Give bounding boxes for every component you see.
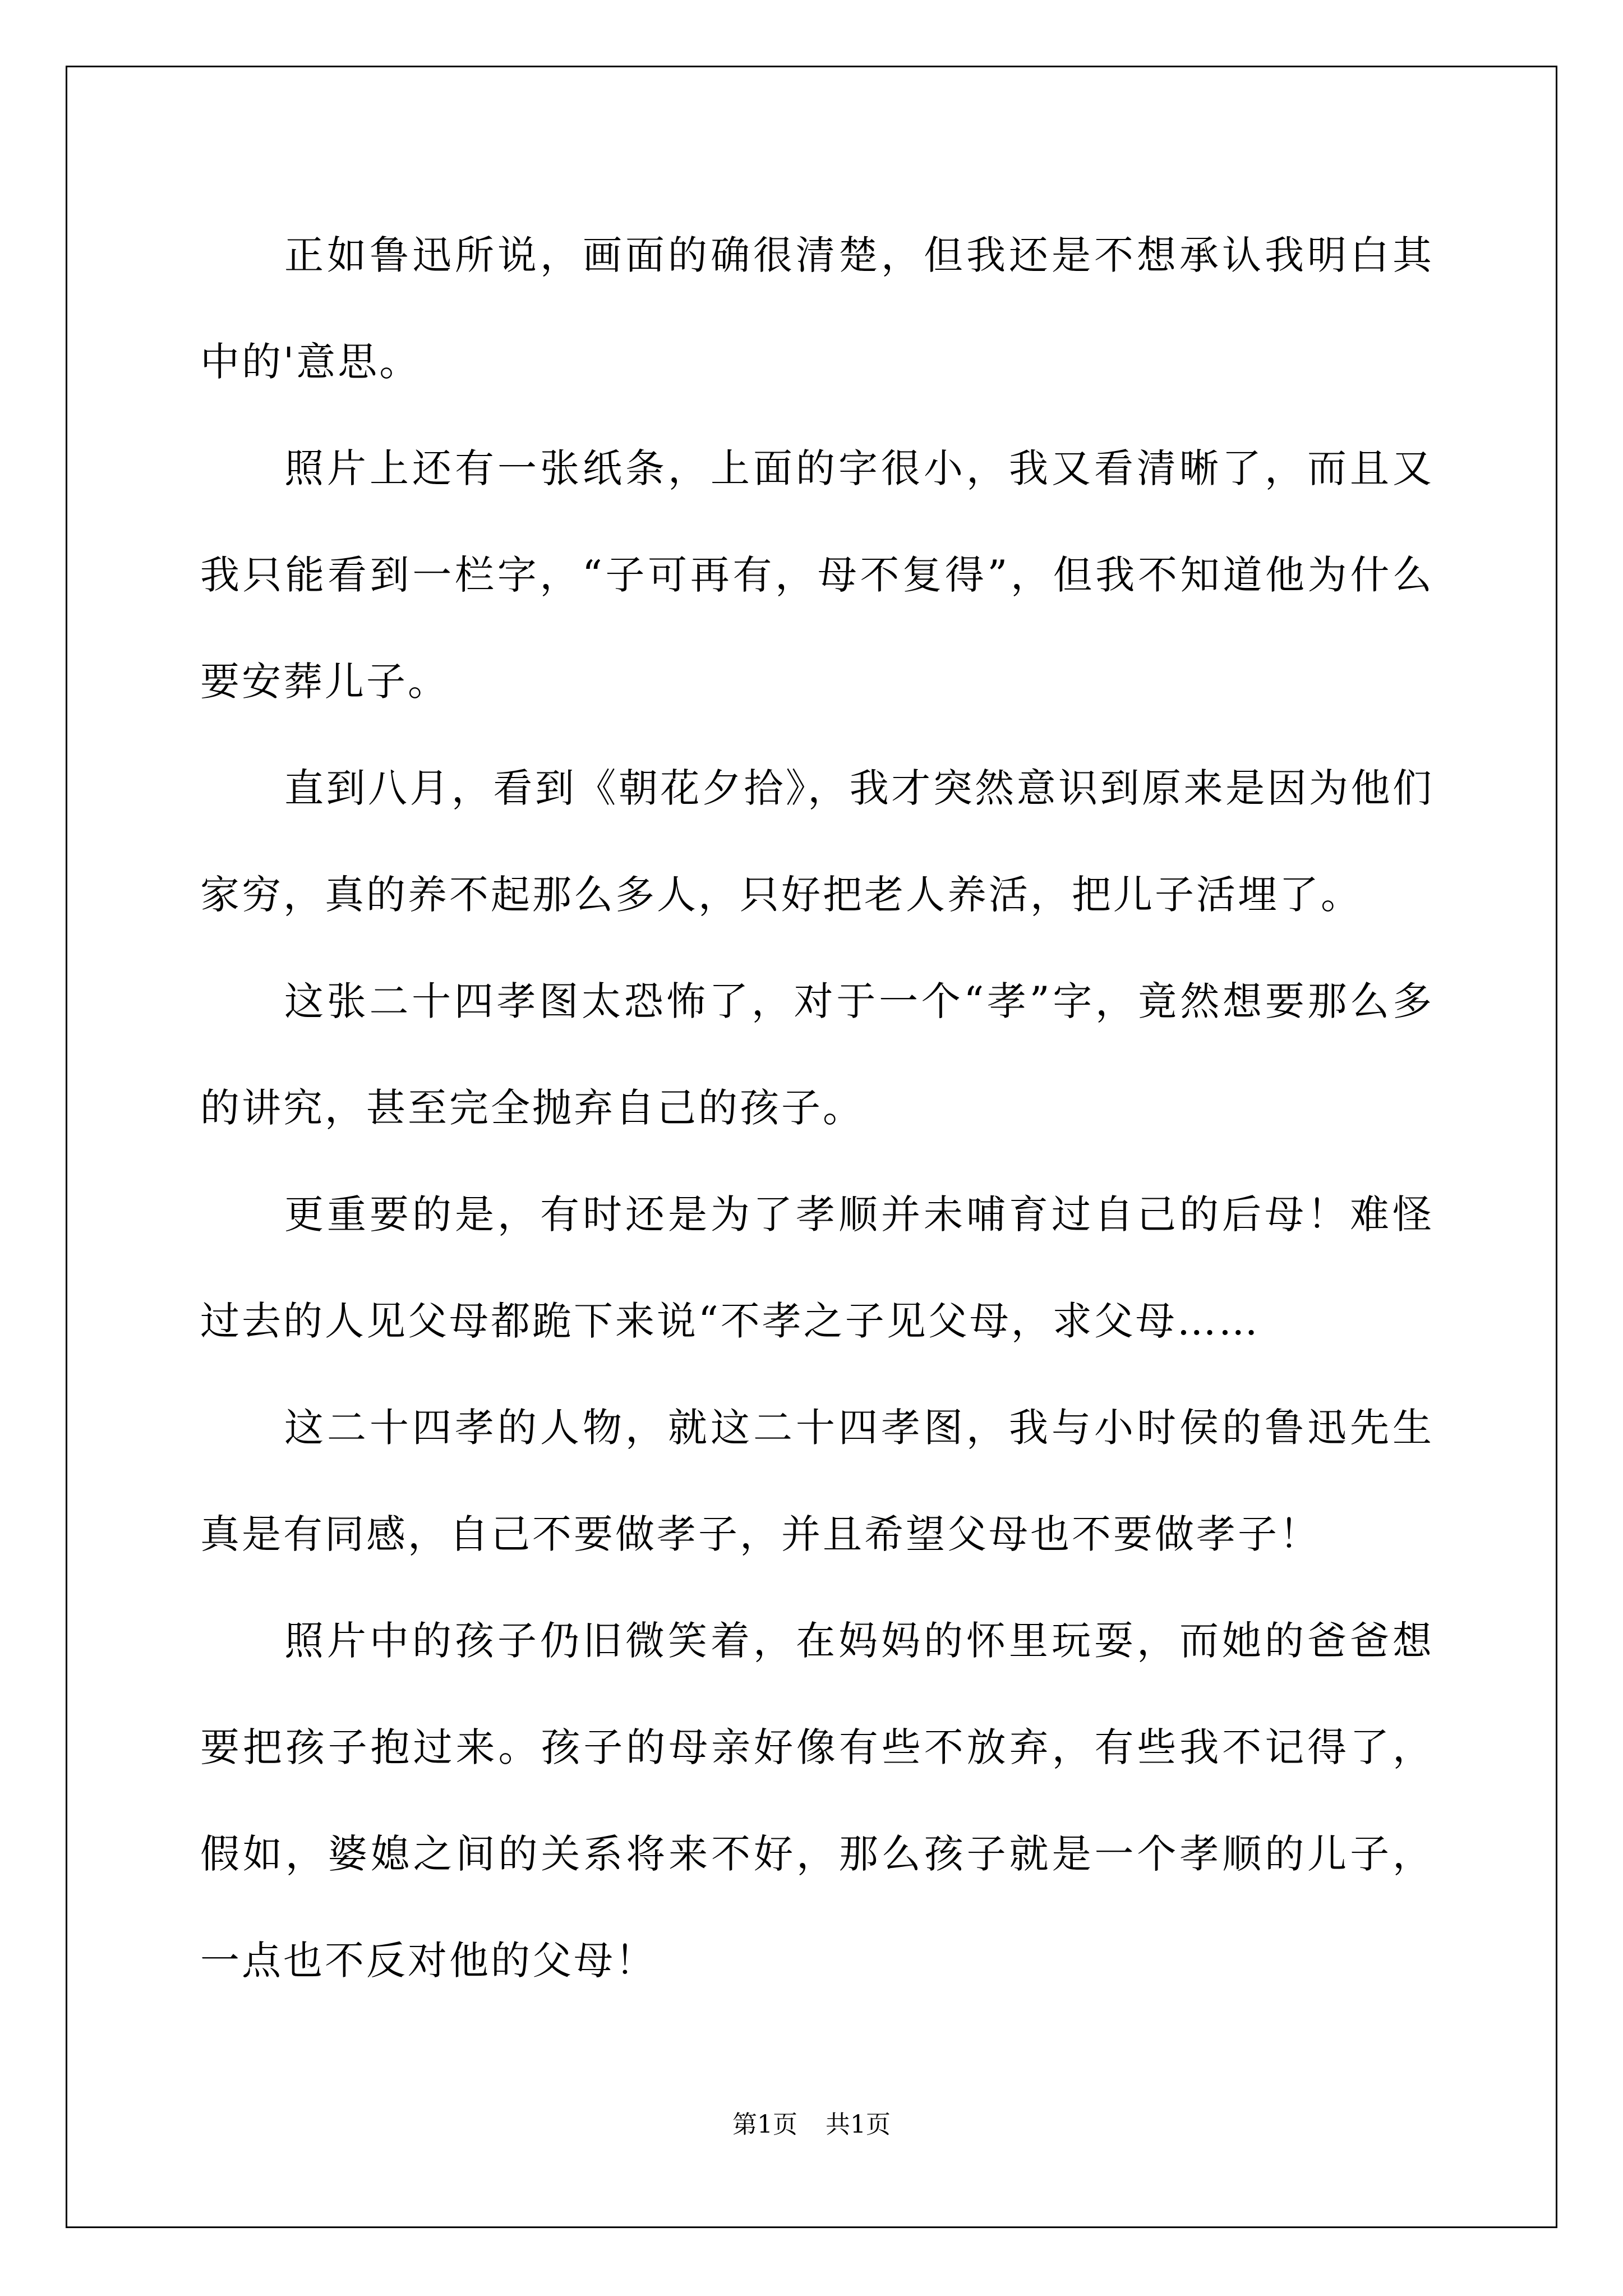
page-total: 共1页 <box>826 2110 891 2139</box>
page-footer <box>0 2108 1623 2142</box>
paragraph: 更重要的是，有时还是为了孝顺并未哺育过自己的后母！难怪过去的人见父母都跪下来说“不孝之子见父母，求父母…… <box>200 1191 1434 1344</box>
document-body <box>200 202 1434 2014</box>
paragraph: 这二十四孝的人物，就这二十四孝图，我与小时侯的鲁迅先生真是有同感，自己不要做孝子，并且希望父母也不要做孝子！ <box>200 1405 1434 1557</box>
page-number: 第1页 <box>732 2110 797 2139</box>
paragraph: 照片上还有一张纸条，上面的字很小，我又看清晰了，而且又我只能看到一栏字，“子可再有，母不复得”，但我不知道他为什么要安葬儿子。 <box>200 445 1434 705</box>
paragraph: 正如鲁迅所说，画面的确很清楚，但我还是不想承认我明白其中的'意思。 <box>200 232 1434 385</box>
paragraph: 直到八月，看到《朝花夕拾》，我才突然意识到原来是因为他们家穷，真的养不起那么多人，只好把老人养活，把儿子活埋了。 <box>200 765 1434 918</box>
paragraph: 照片中的孩子仍旧微笑着，在妈妈的怀里玩耍，而她的爸爸想要把孩子抱过来。孩子的母亲好像有些不放弃，有些我不记得了，假如，婆媳之间的关系将来不好，那么孩子就是一个孝顺的儿子，一点也不反对他的父母！ <box>200 1618 1434 1984</box>
paragraph: 这张二十四孝图太恐怖了，对于一个“孝”字，竟然想要那么多的讲究，甚至完全抛弃自己的孩子。 <box>200 978 1434 1131</box>
